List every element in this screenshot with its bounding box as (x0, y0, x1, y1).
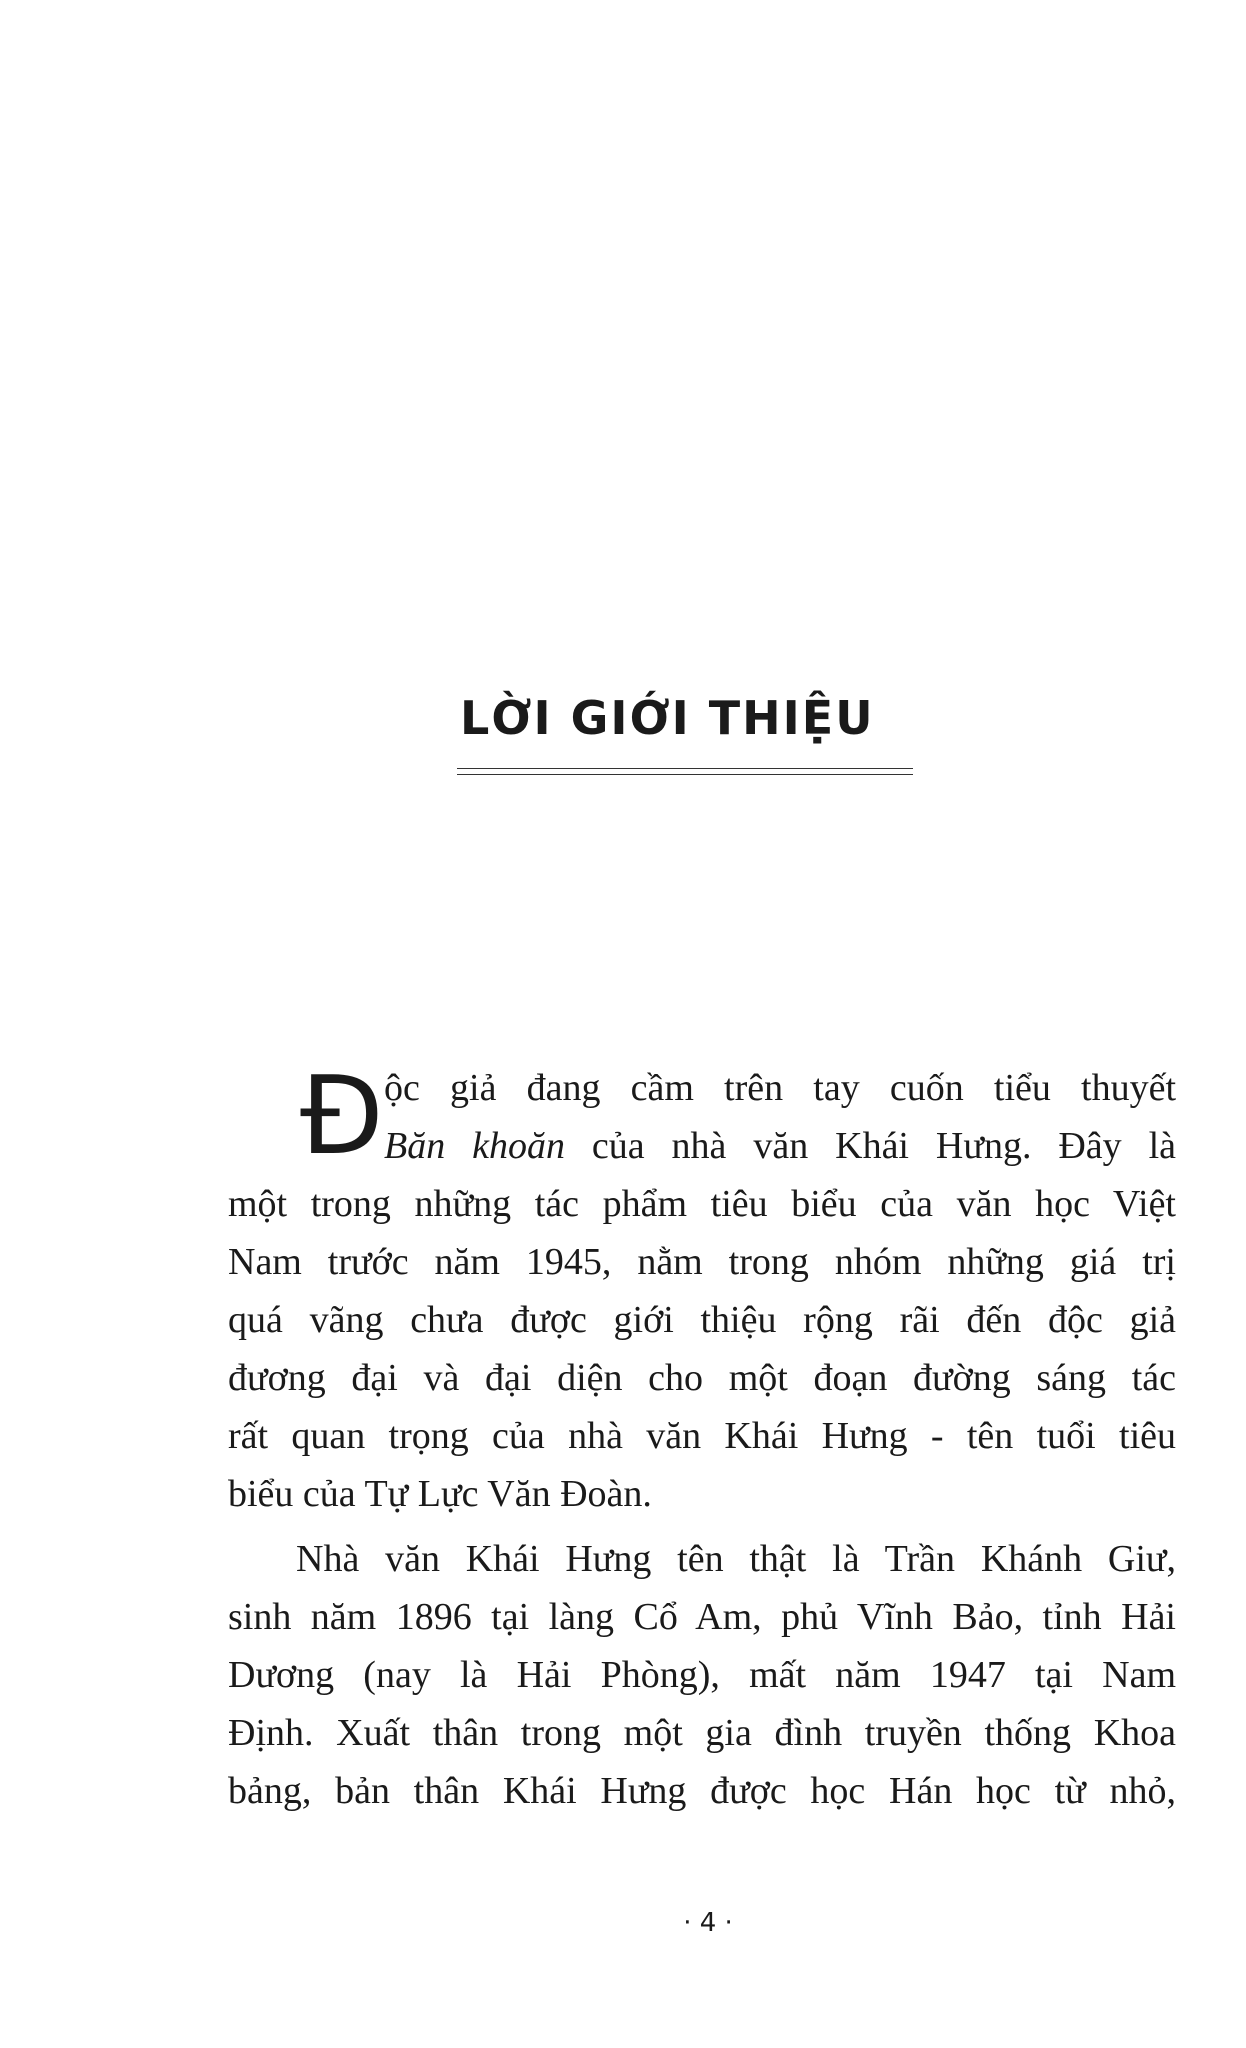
para2-line: bảng, bản thân Khái Hưng được học Hán học từ nhỏ, (228, 1770, 1176, 1812)
para2-line: Nhà văn Khái Hưng tên thật là Trần Khánh Giư, (296, 1538, 1176, 1580)
para1-line: ộc giả đang cầm trên tay cuốn tiểu thuyết (384, 1067, 1176, 1109)
para1-line: đương đại và đại diện cho một đoạn đường sáng tác (228, 1357, 1176, 1399)
para1-line: một trong những tác phẩm tiêu biểu của văn học Việt (228, 1183, 1176, 1225)
page-number: · 4 · (683, 1908, 733, 1938)
para1-line (384, 1117, 1176, 1175)
para1-line: quá vãng chưa được giới thiệu rộng rãi đến độc giả (228, 1299, 1176, 1341)
para1-line: Nam trước năm 1945, nằm trong nhóm những giá trị (228, 1241, 1176, 1283)
para2-line: sinh năm 1896 tại làng Cổ Am, phủ Vĩnh Bảo, tỉnh Hải (228, 1596, 1176, 1638)
para2-line: Dương (nay là Hải Phòng), mất năm 1947 tại Nam (228, 1654, 1176, 1696)
para1-line: rất quan trọng của nhà văn Khái Hưng - tên tuổi tiêu (228, 1415, 1176, 1457)
page-title: LỜI GIỚI THIỆU (460, 691, 875, 745)
book-title: Băn khoăn (384, 1125, 565, 1167)
drop-cap: Đ (300, 1054, 384, 1179)
para1-line-rest: của nhà văn Khái Hưng. Đây là (565, 1125, 1176, 1167)
para1-line: biểu của Tự Lực Văn Đoàn. (228, 1473, 652, 1515)
para2-line: Định. Xuất thân trong một gia đình truyền thống Khoa (228, 1712, 1176, 1754)
title-underline-bottom (457, 774, 913, 775)
title-underline-top (457, 768, 913, 769)
